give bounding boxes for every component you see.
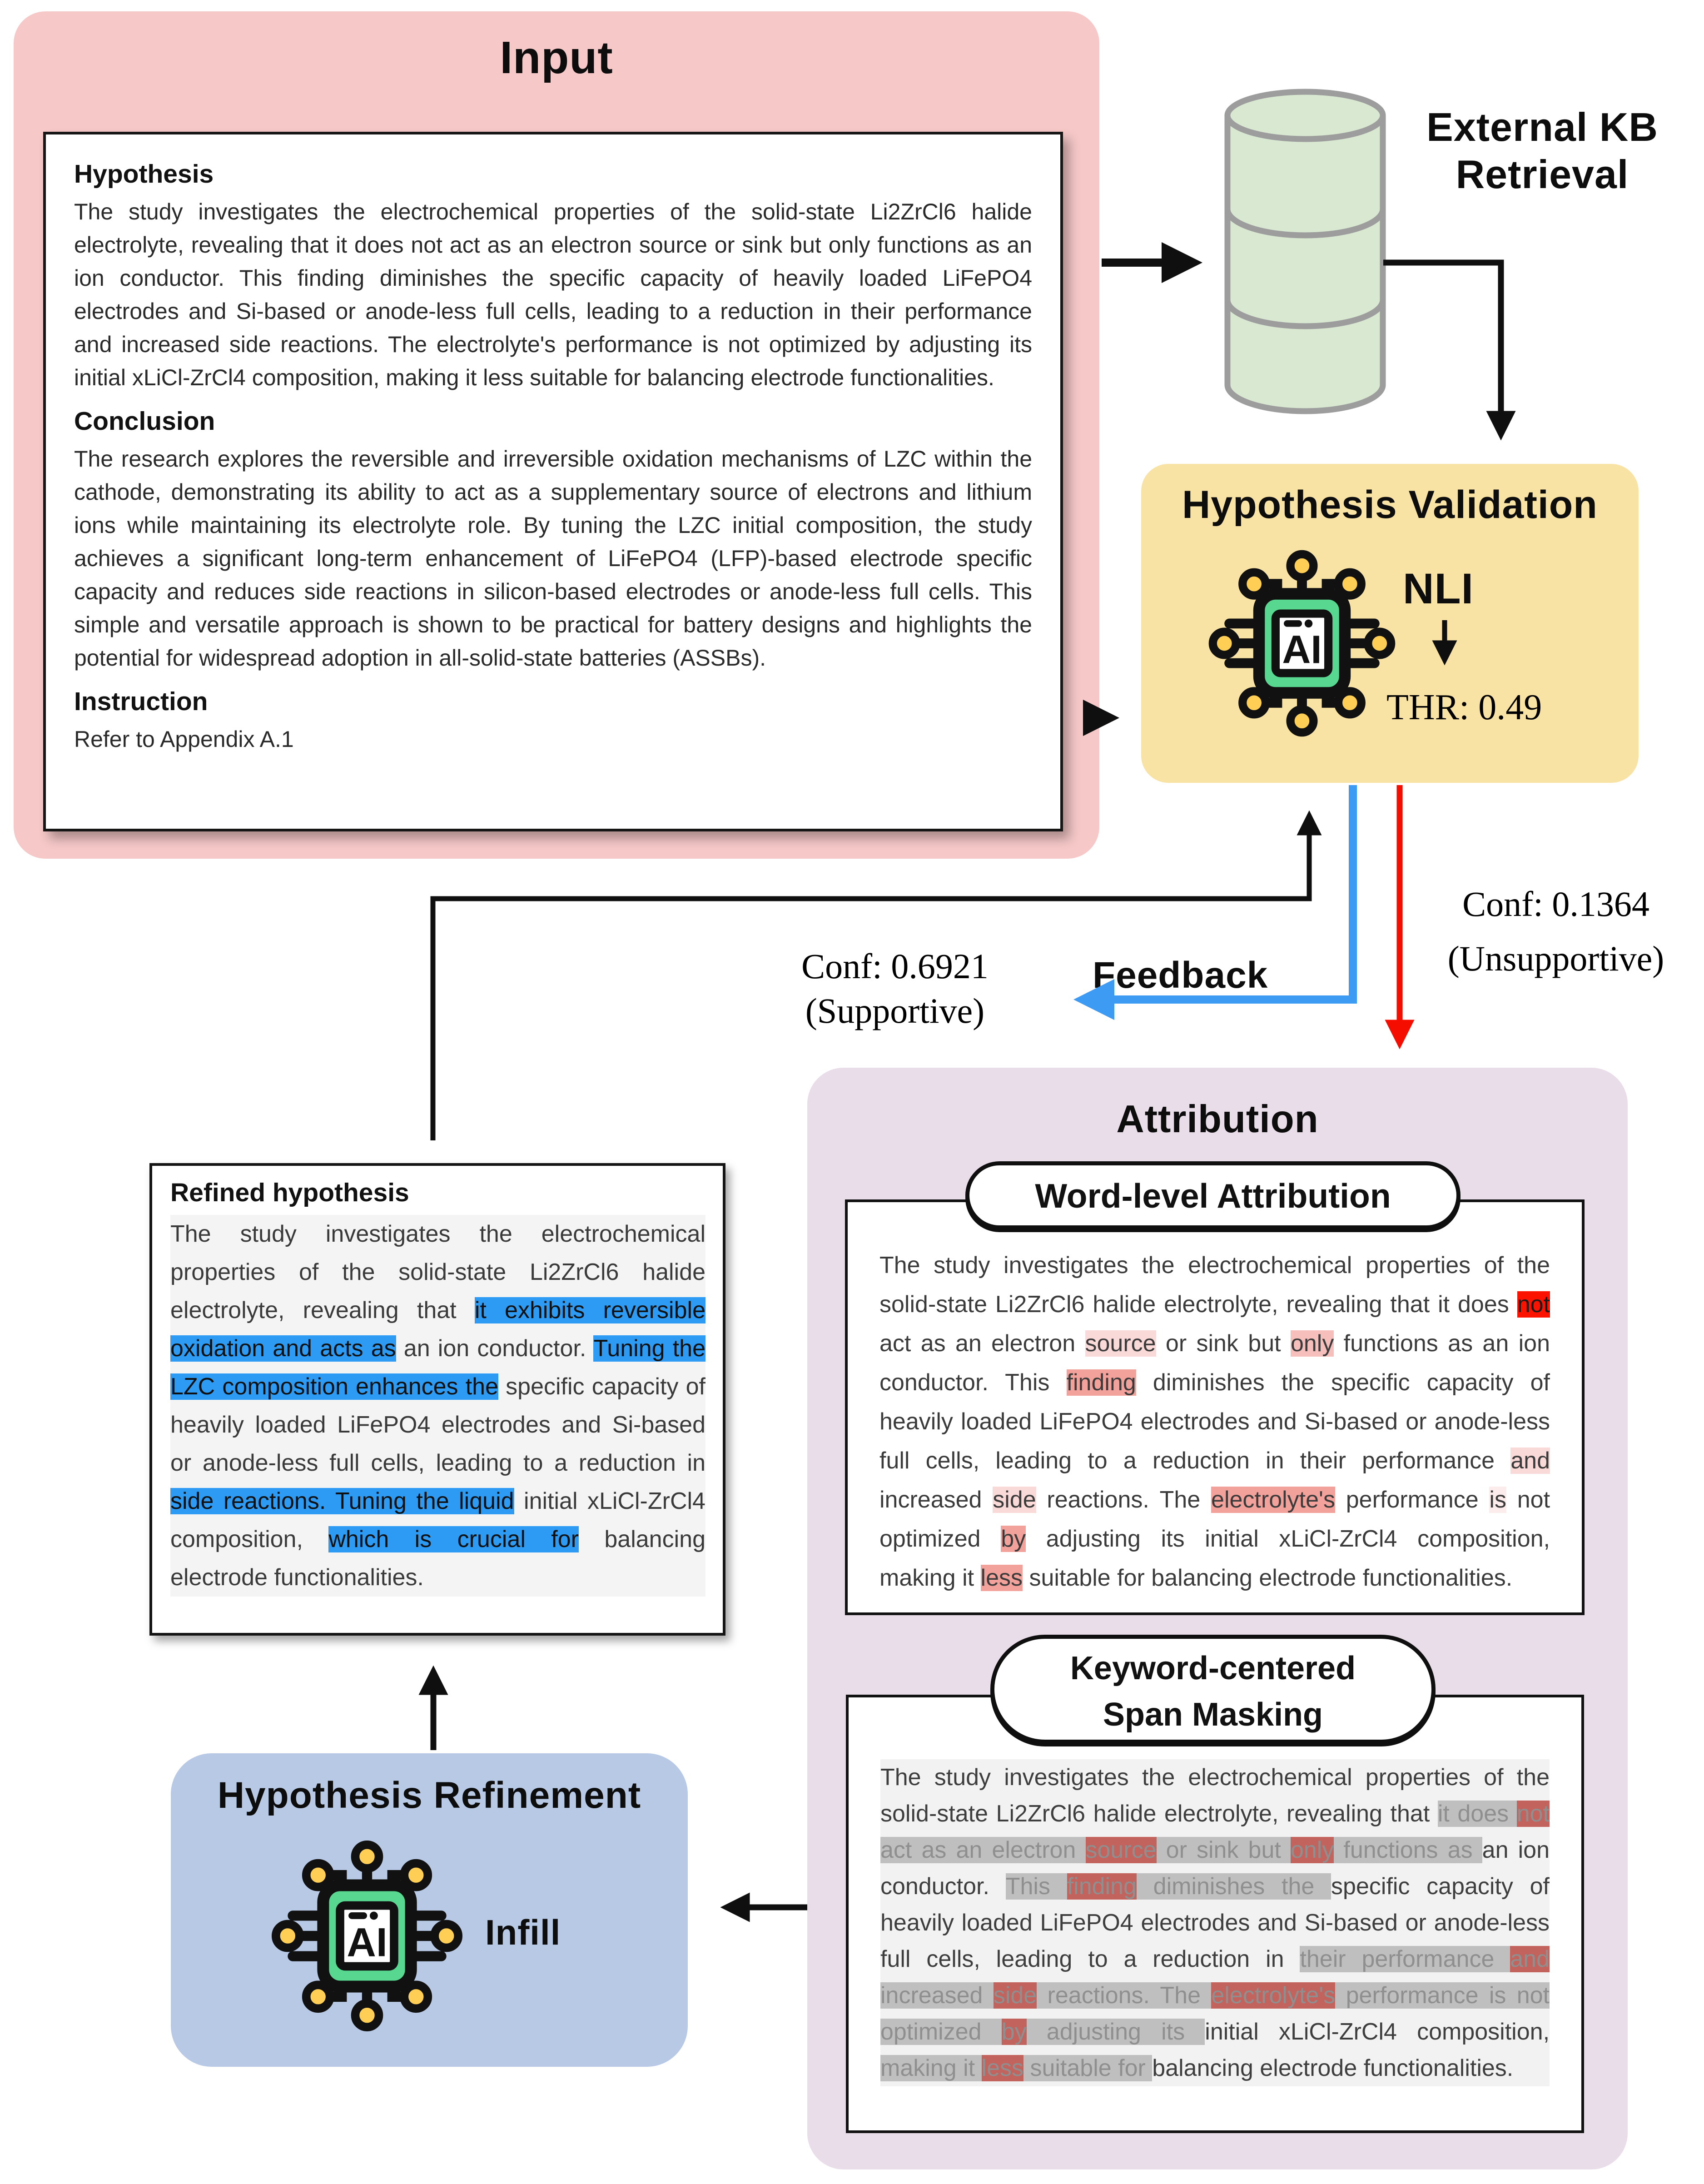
- kb-retrieval-label: External KB Retrieval: [1426, 104, 1658, 197]
- input-panel-title: Input: [500, 32, 613, 83]
- word-level-attribution-pill: Word-level Attribution: [965, 1161, 1461, 1229]
- ai-chip-icon: [266, 1835, 468, 2037]
- word-level-text: The study investigates the electrochemical properties of the solid-state Li2ZrCl6 halide electrolyte, revealing that it does not act as an electron source or sink but only functions as an ion conductor. This finding diminishes the specific capacity of heavily loaded LiFePO4 electrodes and Si-based or anode-less full cells, leading to a reduction in their performance and increased side reactions. The electrolyte's performance is not optimized by adjusting its initial xLiCl-ZrCl4 composition, making it less suitable for balancing electrode functionalities.: [879, 1252, 1550, 1591]
- attribution-title: Attribution: [1116, 1098, 1319, 1141]
- refined-hypothesis-box: [149, 1163, 725, 1636]
- infill-label: Infill: [485, 1912, 561, 1952]
- threshold-label: THR: 0.49: [1386, 687, 1542, 727]
- input-document: [43, 132, 1063, 831]
- refined-hypothesis-text: The study investigates the electrochemical properties of the solid-state Li2ZrCl6 halide electrolyte, revealing that it exhibits reversible oxidation and acts as an ion conductor. Tuning the LZC composition enhances the specific capacity of heavily loaded LiFePO4 electrodes and Si-based or anode-less full cells, leading to a reduction in side reactions. Tuning the liquid initial xLiCl-ZrCl4 composition, which is crucial for balancing electrode functionalities.: [170, 1215, 705, 1597]
- conclusion-heading: Conclusion: [74, 407, 215, 436]
- hypothesis-refinement-title: Hypothesis Refinement: [217, 1775, 641, 1816]
- arrow-kb-to-validation: [1383, 263, 1501, 432]
- instruction-text: Refer to Appendix A.1: [74, 726, 294, 752]
- span-masking-text: The study investigates the electrochemical properties of the solid-state Li2ZrCl6 halide electrolyte, revealing that it does not act as an electron source or sink but only functions as an ion conductor. This finding diminishes the specific capacity of heavily loaded LiFePO4 electrodes and Si-based or anode-less full cells, leading to a reduction in their performance and increased side reactions. The electrolyte's performance is not optimized by adjusting its initial xLiCl-ZrCl4 composition, making it less suitable for balancing electrode functionalities.: [880, 1759, 1550, 2086]
- hypothesis-heading: Hypothesis: [74, 159, 214, 189]
- word-level-attribution-box: [845, 1199, 1585, 1615]
- conclusion-text: The research explores the reversible and irreversible oxidation mechanisms of LZC within the cathode, demonstrating its ability to act as a supplementary source of electrons and lithium ions while maintaining its electrolyte role. By tuning the LZC initial composition, the study achieves a significant long-term enhancement of LiFePO4 (LFP)-based electrode specific capacity and reduces side reactions in silicon-based electrodes or anode-less full cells. This simple and versatile approach is shown to be practical for battery designs and highlights the potential for widespread adoption in all-solid-state batteries (ASSBs).: [74, 446, 1032, 671]
- refined-hypothesis-heading: Refined hypothesis: [170, 1178, 409, 1207]
- svg-text:AI: AI: [1282, 627, 1322, 672]
- hypothesis-text: The study investigates the electrochemical properties of the solid-state Li2ZrCl6 halide electrolyte, revealing that it does not act as an electron source or sink but only functions as an ion conductor. This finding diminishes the specific capacity of heavily loaded LiFePO4 electrodes and Si-based or anode-less full cells, leading to a reduction in their performance and increased side reactions. The electrolyte's performance is not optimized by adjusting its initial xLiCl-ZrCl4 composition, making it less suitable for balancing electrode functionalities.: [74, 199, 1032, 390]
- instruction-heading: Instruction: [74, 687, 208, 716]
- hypothesis-validation-title: Hypothesis Validation: [1182, 483, 1598, 527]
- supportive-confidence-label: Conf: 0.6921 (Supportive): [801, 946, 989, 1030]
- database-icon: [1222, 87, 1388, 419]
- nli-label: NLI: [1403, 565, 1474, 613]
- ai-chip-icon: [1203, 544, 1401, 742]
- unsupportive-confidence-label: Conf: 0.1364 (Unsupportive): [1447, 884, 1664, 978]
- span-masking-box: [846, 1695, 1584, 2133]
- svg-text:AI: AI: [347, 1919, 387, 1965]
- feedback-label: Feedback: [1093, 955, 1268, 996]
- span-masking-pill: Keyword-centered Span Masking: [990, 1635, 1436, 1744]
